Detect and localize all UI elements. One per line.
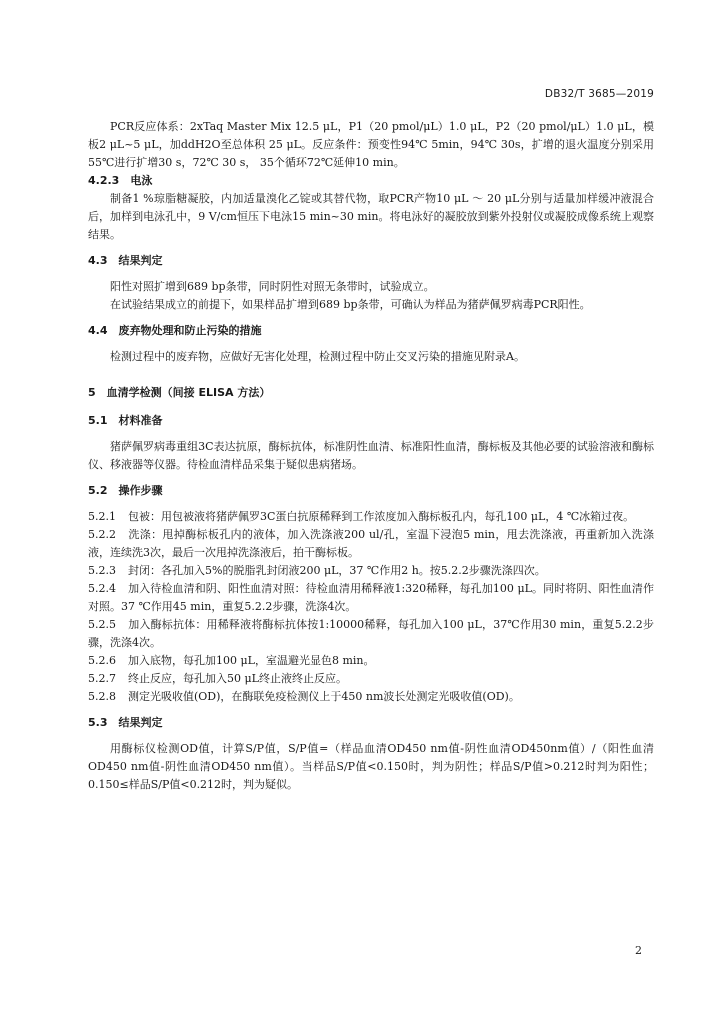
step-text: 测定光吸收值(OD)，在酶联免疫检测仪上于450 nm波长处测定光吸收值(OD)。: [128, 690, 520, 703]
waste-paragraph: 检测过程中的废弃物，应做好无害化处理，检测过程中防止交叉污染的措施见附录A。: [110, 350, 525, 363]
step-number: 5.2.5: [88, 618, 116, 631]
pcr-system-paragraph: PCR反应体系：2xTaq Master Mix 12.5 μL，P1（20 pmol/μL）1.0 μL，P2（20 pmol/μL）1.0 μL，模板2 μL~5 μL，加ddH2O至总体积 25 μL。反应条件：预变性94℃ 5min，94℃ 30s，扩增的退火温度分别采用55℃进行扩增30 s，72℃ 30 s， 35个循环72℃延伸10 min。: [88, 120, 654, 169]
document-body: [88, 118, 654, 794]
step-5-2-8: [88, 688, 654, 706]
step-text: 终止反应，每孔加入50 μL终止液终止反应。: [128, 672, 347, 685]
step-5-2-3: [88, 562, 654, 580]
step-5-2-1: [88, 508, 654, 526]
section-5-2-title: 5.2 操作步骤: [88, 484, 163, 497]
step-text: 洗涤：甩掉酶标板孔内的液体，加入洗涤液200 ul/孔，室温下浸泡5 min，甩去洗涤液，再重新加入洗涤液，连续洗3次，最后一次甩掉洗涤液后，拍干酶标板。: [88, 528, 654, 559]
step-5-2-2: [88, 526, 654, 562]
section-4-3-title: 4.3 结果判定: [88, 254, 163, 267]
step-5-2-4: [88, 580, 654, 616]
step-5-2-5: [88, 616, 654, 652]
step-text: 加入酶标抗体：用稀释液将酶标抗体按1:10000稀释，每孔加入100 μL，37℃作用30 min，重复5.2.2步骤，洗涤4次。: [88, 618, 654, 649]
result-paragraph-1: 阳性对照扩增到689 bp条带，同时阴性对照无条带时，试验成立。: [110, 280, 435, 293]
result-paragraph-2: 在试验结果成立的前提下，如果样品扩增到689 bp条带，可确认为样品为猪萨佩罗病毒PCR阳性。: [110, 298, 591, 311]
step-number: 5.2.1: [88, 510, 116, 523]
step-number: 5.2.4: [88, 582, 116, 595]
step-number: 5.2.2: [88, 528, 116, 541]
step-number: 5.2.3: [88, 564, 116, 577]
sp-result-paragraph: 用酶标仪检测OD值，计算S/P值，S/P值=（样品血清OD450 nm值-阴性血清OD450nm值）/（阳性血清OD450 nm值-阴性血清OD450 nm值）。当样品S/P值<0.150时，判为阴性；样品S/P值>0.212时判为阳性；0.150≤样品S/P值<0.212时，判为疑似。: [88, 742, 654, 791]
section-5-title: 5 血清学检测（间接 ELISA 方法）: [88, 386, 271, 399]
section-5-3-title: 5.3 结果判定: [88, 716, 163, 729]
materials-paragraph: 猪萨佩罗病毒重组3C表达抗原，酶标抗体，标准阴性血清、标准阳性血清，酶标板及其他必要的试验溶液和酶标仪、移液器等仪器。待检血清样品采集于疑似患病猪场。: [88, 440, 654, 471]
page-number: 2: [635, 944, 642, 957]
electrophoresis-paragraph: 制备1 %琼脂糖凝胶，内加适量溴化乙锭或其替代物，取PCR产物10 μL ～ 20 μL分别与适量加样缓冲液混合后，加样到电泳孔中，9 V/cm恒压下电泳15 min~30 min。将电泳好的凝胶放到紫外投射仪或凝胶成像系统上观察结果。: [88, 192, 654, 241]
step-5-2-6: [88, 652, 654, 670]
step-text: 包被：用包被液将猪萨佩罗3C蛋白抗原稀释到工作浓度加入酶标板孔内，每孔100 μL，4 ℃冰箱过夜。: [128, 510, 635, 523]
section-4-2-3-title: 4.2.3 电泳: [88, 174, 153, 187]
step-5-2-7: [88, 670, 654, 688]
step-text: 封闭：各孔加入5%的脱脂乳封闭液200 μL，37 ℃作用2 h。按5.2.2步骤洗涤四次。: [128, 564, 546, 577]
standard-code: DB32/T 3685—2019: [544, 88, 654, 100]
step-number: 5.2.8: [88, 690, 116, 703]
step-number: 5.2.6: [88, 654, 116, 667]
step-number: 5.2.7: [88, 672, 116, 685]
section-4-4-title: 4.4 废弃物处理和防止污染的措施: [88, 324, 262, 337]
section-5-1-title: 5.1 材料准备: [88, 414, 163, 427]
step-text: 加入底物，每孔加100 μL，室温避光显色8 min。: [128, 654, 375, 667]
step-text: 加入待检血清和阴、阳性血清对照：待检血清用稀释液1:320稀释，每孔加100 μL。同时将阴、阳性血清作对照。37 ℃作用45 min，重复5.2.2步骤，洗涤4次。: [88, 582, 654, 613]
